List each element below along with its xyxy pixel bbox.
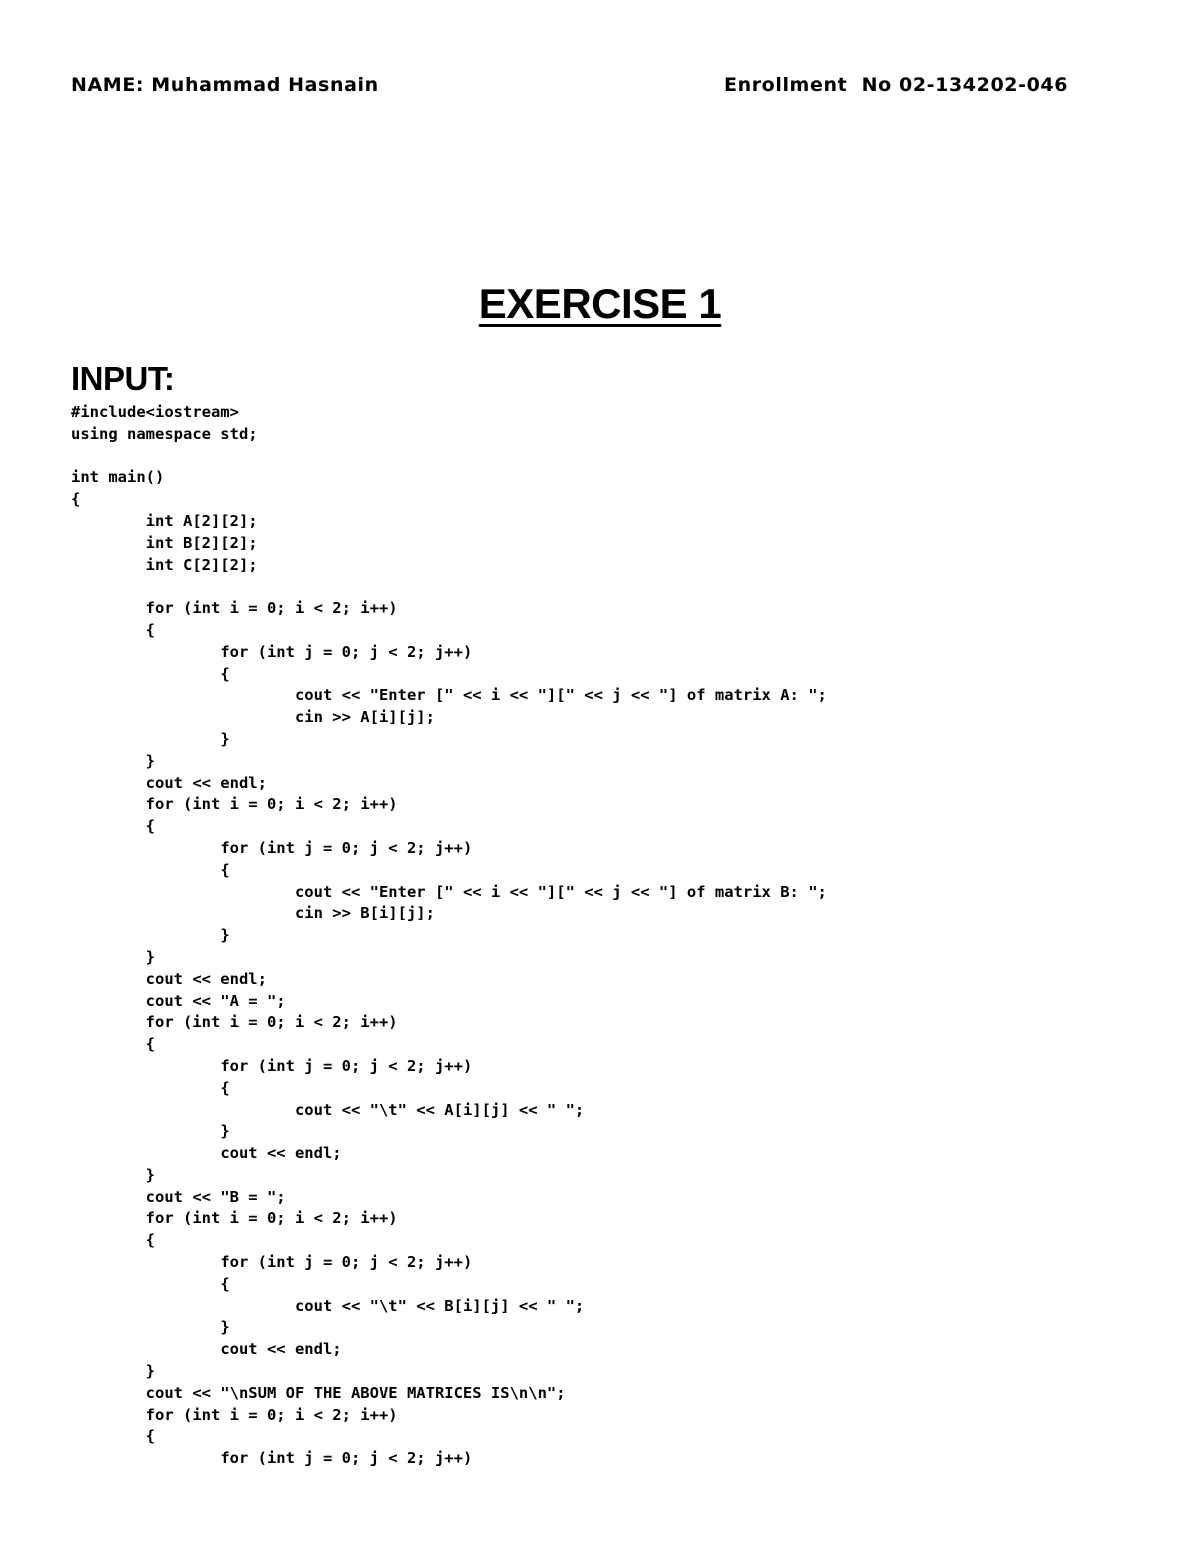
code-line: } <box>71 1362 155 1381</box>
code-line: cout << "Enter [" << i << "][" << j << "] of matrix B: "; <box>71 882 827 901</box>
code-line: { <box>71 1231 155 1250</box>
code-block <box>71 402 1131 1470</box>
code-line: { <box>71 1274 230 1293</box>
exercise-title: EXERCISE 1 <box>478 280 722 327</box>
code-line: { <box>71 490 81 509</box>
code-line: } <box>71 1165 155 1184</box>
student-name: NAME: Muhammad Hasnain <box>71 74 379 96</box>
code-line: for (int i = 0; i < 2; i++) <box>71 795 398 814</box>
code-line: for (int i = 0; i < 2; i++) <box>71 599 398 618</box>
code-line: for (int j = 0; j < 2; j++) <box>71 1449 473 1468</box>
code-line: for (int i = 0; i < 2; i++) <box>71 1013 398 1032</box>
code-line: cout << endl; <box>71 773 267 792</box>
code-line: int B[2][2]; <box>71 533 258 552</box>
code-line: int A[2][2]; <box>71 511 258 530</box>
code-line: for (int j = 0; j < 2; j++) <box>71 1253 473 1272</box>
code-line: cout << "\t" << A[i][j] << " "; <box>71 1100 585 1119</box>
code-line: cout << endl; <box>71 1340 342 1359</box>
code-line: cout << "\nSUM OF THE ABOVE MATRICES IS\n\n"; <box>71 1383 566 1402</box>
enrollment-number: Enrollment No 02-134202-046 <box>724 74 1069 96</box>
code-line: } <box>71 926 230 945</box>
code-line: } <box>71 751 155 770</box>
code-line: for (int i = 0; i < 2; i++) <box>71 1405 398 1424</box>
code-line: cout << "Enter [" << i << "][" << j << "] of matrix A: "; <box>71 686 827 705</box>
code-line: cin >> A[i][j]; <box>71 708 435 727</box>
code-line: #include<iostream> <box>71 403 239 421</box>
code-line: for (int j = 0; j < 2; j++) <box>71 838 473 857</box>
code-line: using namespace std; <box>71 424 258 443</box>
section-label-input: INPUT: <box>71 360 175 397</box>
code-line: } <box>71 729 230 748</box>
code-line: { <box>71 1427 155 1446</box>
code-line: cout << endl; <box>71 1144 342 1163</box>
code-line: } <box>71 1318 230 1337</box>
code-line: { <box>71 1035 155 1054</box>
code-line: int C[2][2]; <box>71 555 258 574</box>
code-line: cout << endl; <box>71 969 267 988</box>
code-line <box>71 576 1131 598</box>
code-line: for (int i = 0; i < 2; i++) <box>71 1209 398 1228</box>
code-line: cout << "A = "; <box>71 991 286 1010</box>
code-line: for (int j = 0; j < 2; j++) <box>71 642 473 661</box>
code-line: cout << "\t" << B[i][j] << " "; <box>71 1296 585 1315</box>
code-line <box>71 446 1131 468</box>
code-line: cin >> B[i][j]; <box>71 904 435 923</box>
code-line: } <box>71 947 155 966</box>
code-line: { <box>71 860 230 879</box>
code-line: { <box>71 664 230 683</box>
code-line: { <box>71 817 155 836</box>
code-line: int main() <box>71 468 165 487</box>
code-line: { <box>71 1078 230 1097</box>
exercise-title-heading <box>0 278 1200 330</box>
code-line: for (int j = 0; j < 2; j++) <box>71 1056 473 1075</box>
code-line: } <box>71 1122 230 1141</box>
code-line: cout << "B = "; <box>71 1187 286 1206</box>
code-line: { <box>71 620 155 639</box>
